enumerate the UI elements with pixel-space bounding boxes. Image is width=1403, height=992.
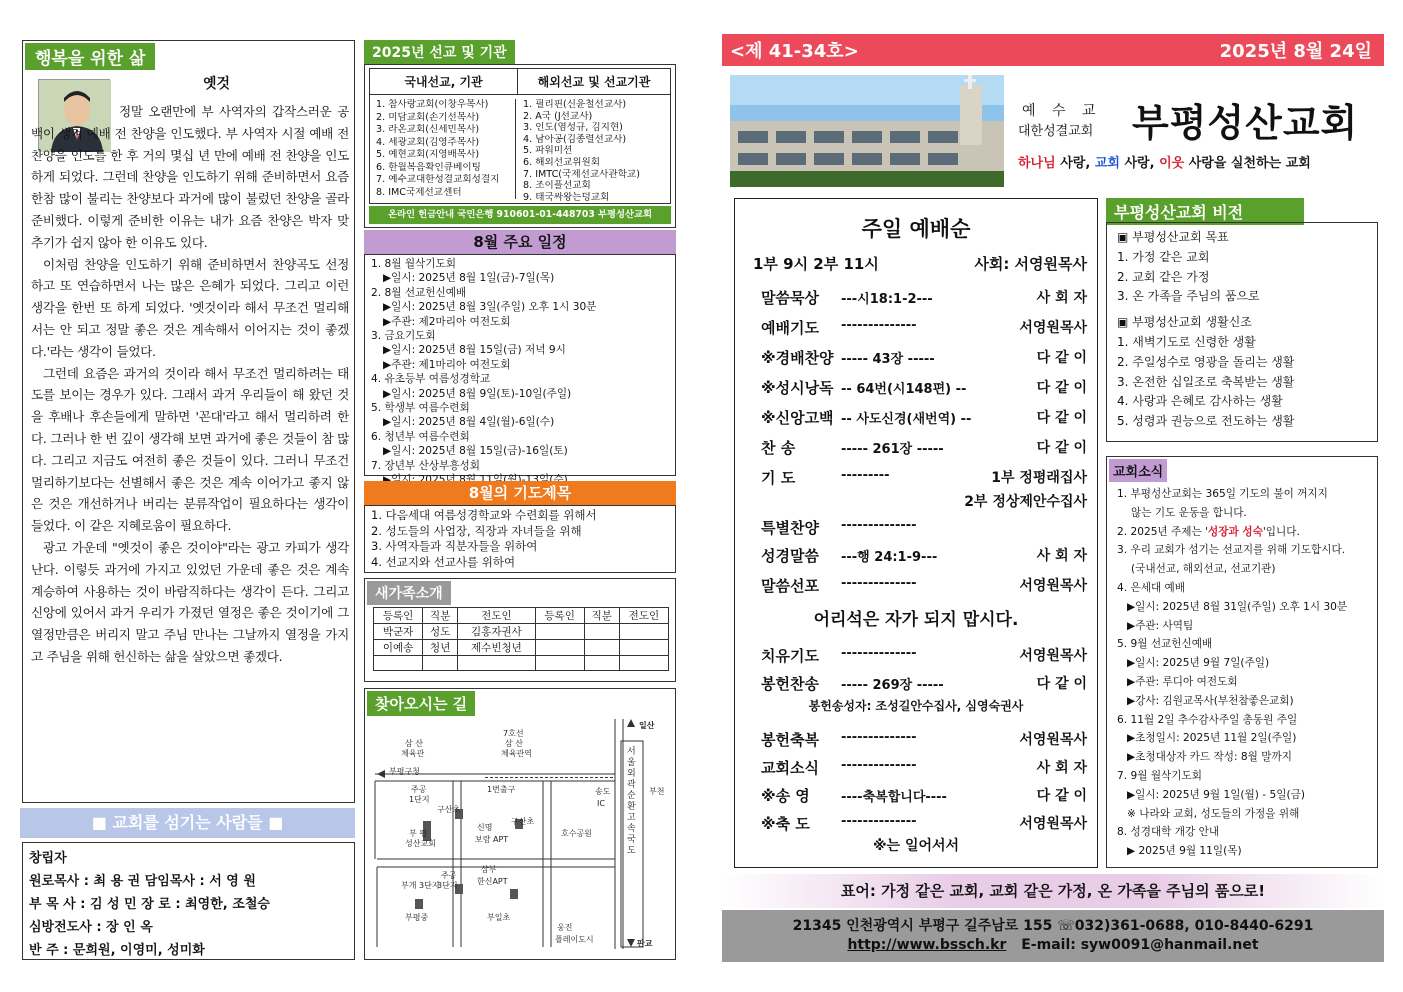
worship-item-name: ※축 도 <box>761 815 810 833</box>
news-line: 1. 부평성산교회는 365일 기도의 불이 꺼지지 <box>1117 488 1328 500</box>
worship-item-leader: 사 회 자 <box>1036 290 1087 306</box>
missions-inner <box>369 68 671 204</box>
domestic-item: 5. 예현교회(지영배목사) <box>376 149 480 160</box>
map-label: 웅진 <box>557 923 573 932</box>
map-label: 체육관 <box>401 749 425 758</box>
map-label: 성산교회 <box>405 839 436 848</box>
family-col: 등록인 <box>374 608 423 624</box>
worship-item-name: 치유기도 <box>761 647 819 665</box>
worship-times: 1부 9시 2부 11시 <box>753 255 879 273</box>
worship-item-detail: -------------- <box>841 646 917 661</box>
news-line: 6. 11월 2일 추수감사주일 총동원 주일 <box>1117 713 1298 726</box>
server-line: 심방전도사 : 장 인 옥 <box>29 920 153 935</box>
essay-paragraph: 정말 오랜만에 부 사역자의 갑작스러운 공백이 생겨 예배 전 찬양을 인도했다. 부 사역자 시절 예배 전 찬양을 인도를 한 후 거의 몇십 년 만에 예배 전 찬양을 인도하게 되었다. 그런데 찬양을 인도하기 위해 준비하면서 요즘 한참 많이 불리는 찬양보다 과거에 많이 불렀던 찬양을 골라 준비했다. 이렇게 준비한 이유는 내가 요즘 찬양은 박자 맞추기가 쉽지 않아 한 이유도 있다. <box>31 104 349 250</box>
family-cell: 성도 <box>423 624 458 640</box>
worship-item-leader: 다 같 이 <box>1036 350 1087 366</box>
worship-item-name: ※경배찬양 <box>761 349 834 367</box>
worship-item-leader: 1부 정평래집사 <box>991 470 1087 486</box>
worship-item-leader: 다 같 이 <box>1036 410 1087 426</box>
news-line: 않는 기도 운동을 합니다. <box>1131 506 1247 519</box>
family-col: 등록인 <box>535 608 584 624</box>
worship-box <box>734 198 1098 868</box>
map-labels <box>365 689 676 960</box>
domestic-item: 4. 세광교회(김영주목사) <box>376 136 480 148</box>
news-line: ▶강사: 김원교목사(부천참좋은교회) <box>1127 694 1294 707</box>
schedule-line: 3. 금요기도회 <box>371 330 436 343</box>
family-cell <box>535 624 584 640</box>
map-label: 구산초 <box>511 817 535 826</box>
overseas-item: 8. 조이플선교회 <box>523 180 591 192</box>
vision-line: ▣ 부평성산교회 목표 <box>1117 230 1229 244</box>
map-label: 부 평 <box>409 829 427 838</box>
vision-line: 3. 온 가족을 주님의 품으로 <box>1117 289 1260 304</box>
map-label: 3단지 <box>437 881 458 890</box>
family-cell: 김홍자권사 <box>458 624 535 640</box>
domestic-title: 국내선교, 기관 <box>370 69 518 95</box>
worship-item-leader: 서영원목사 <box>1019 320 1087 336</box>
family-cell <box>374 656 423 671</box>
offering-note: 봉헌송성자: 조성길안수집사, 심영숙권사 <box>808 699 1024 713</box>
news-line: 5. 9월 선교헌신예배 <box>1117 638 1213 651</box>
family-col: 전도인 <box>619 608 668 624</box>
schedule-line: ▶일시: 2025년 8월 15일(금) 저녁 9시 <box>383 344 566 357</box>
worship-row <box>735 407 1097 429</box>
vision-line: 3. 온전한 십일조로 축복받는 생활 <box>1117 374 1295 389</box>
table-row <box>374 640 669 656</box>
vision-line: 1. 가정 같은 교회 <box>1117 249 1210 264</box>
worship-item-detail: ----- 269장 ----- <box>841 678 944 693</box>
issue-date: 2025년 8월 24일 <box>1219 41 1372 62</box>
map-label: 구산초 <box>437 805 461 814</box>
map-label: 1번출구 <box>487 785 516 794</box>
worship-item-detail: -- 64번(시148편) -- <box>841 382 967 397</box>
map-label: 판교 <box>637 939 653 948</box>
overseas-list <box>523 99 669 203</box>
worship-item-detail: -------------- <box>841 318 917 333</box>
essay-paragraph: 이처럼 찬양을 인도하기 위해 준비하면서 찬양곡도 선정하고 또 연습하면서 나는 많은 은혜가 되었다. 그리고 이런 생각을 한번 또 하게 되었다. '옛것이라 해서 무조건 멀리해서는 안 되고 정말 좋은 것은 계속해서 이어지는 것이 좋겠다.'라는 생각이 들었다. <box>31 256 349 359</box>
worship-item-name: 성경말씀 <box>761 547 819 565</box>
map-label: 삼 산 <box>505 739 523 748</box>
domestic-item: 8. IMC국제선교센터 <box>376 186 462 198</box>
map-label: 부평중 <box>405 913 429 922</box>
servers-header: ■ 교회를 섬기는 사람들 ■ <box>20 808 355 838</box>
worship-item-leader: 다 같 이 <box>1036 676 1087 692</box>
slogan-word: 사랑을 실천하는 교회 <box>1188 156 1311 171</box>
worship-item-detail: -------------- <box>841 518 917 533</box>
church-building-icon <box>730 75 1004 187</box>
map-label: 1단지 <box>409 795 430 804</box>
worship-item-name: 특별찬양 <box>761 519 819 537</box>
worship-item-leader: 다 같 이 <box>1036 380 1087 396</box>
worship-row <box>735 785 1097 807</box>
vision-line: 1. 새벽기도로 신령한 생활 <box>1117 334 1256 349</box>
map-label: IC <box>597 799 605 808</box>
prayer-line: 4. 선교지와 선교사를 위하여 <box>371 554 516 569</box>
essay-paragraph: 광고 가운데 "옛것이 좋은 것이야"라는 광고 카피가 생각난다. 이렇듯 과거에 가지고 있었던 가운데 좋은 것은 계속 계승하여 사용하는 것이 바람직하다는 생각이 든다. 그리고 신앙에 있어서 과거 우리가 가졌던 열정은 좋은 것이기에 그 열정만큼은 버리지 말고 주님 만나는 그날까지 열정을 가지고 주님을 위해 헌신하는 삶을 살았으면 좋겠다. <box>31 539 349 664</box>
family-cell <box>584 656 619 671</box>
map-label: 부천 <box>649 787 665 796</box>
family-header: 새가족소개 <box>367 581 451 605</box>
news-line: 7. 9월 월삭기도회 <box>1117 769 1202 782</box>
map-label: 신명 <box>477 823 493 832</box>
worship-row <box>735 575 1097 597</box>
news-line: ▶초청일시: 2025년 11월 2일(주일) <box>1127 732 1297 745</box>
worship-row <box>735 545 1097 567</box>
worship-item-leader: 사 회 자 <box>1036 548 1087 564</box>
map-label: 부일초 <box>487 913 511 922</box>
overseas-item: 6. 해외선교위원회 <box>523 156 601 168</box>
news-line: ▶일시: 2025년 9월 7일(주일) <box>1127 657 1270 670</box>
worship-host: 사회: 서영원목사 <box>974 255 1087 273</box>
worship-item-name: ※신앙고백 <box>761 409 834 427</box>
server-line: 부 목 사 : 김 성 민 장 로 : 최영한, 조철승 <box>29 897 270 912</box>
news-line: ▶ 2025년 9월 11일(목) <box>1127 845 1242 858</box>
vision-header: 부평성산교회 비전 <box>1106 198 1304 225</box>
family-col: 직분 <box>584 608 619 624</box>
worship-item-detail: -------------- <box>841 758 917 773</box>
slogan-word: 이웃 <box>1159 156 1185 171</box>
missions-header: 2025년 선교 및 기관 <box>364 40 515 64</box>
family-box <box>364 578 676 682</box>
news-line: 3. 우리 교회가 섬기는 선교지를 위해 기도합시다. <box>1117 544 1346 557</box>
map-label: 체육관역 <box>501 749 532 758</box>
worship-item-detail: ---시18:1-2--- <box>841 292 933 307</box>
overseas-item: 3. 인도(염성규, 김지현) <box>523 122 623 134</box>
news-box <box>1106 456 1378 868</box>
map-label: 플레이도시 <box>555 935 594 944</box>
map-label: 주공 <box>441 871 457 880</box>
worship-row <box>735 729 1097 751</box>
worship-row <box>735 757 1097 779</box>
table-row <box>374 656 669 671</box>
worship-item-leader: 서영원목사 <box>1019 578 1087 594</box>
worship-item-detail: ---행 24:1-9--- <box>841 550 938 565</box>
worship-item-name: ※송 영 <box>761 787 810 805</box>
domestic-item: 3. 라온교회(신세민목사) <box>376 124 480 135</box>
footer-address: 21345 인천광역시 부평구 길주남로 155 ☏032)361-0688, 010-8440-6291 <box>792 918 1314 934</box>
footer-contact <box>722 937 1384 953</box>
map-label: 부개 3단지 <box>401 881 440 890</box>
worship-row <box>735 645 1097 667</box>
offering-account: 온라인 헌금안내 국민은행 910601-01-448703 부평성산교회 <box>369 206 671 224</box>
family-cell <box>619 624 668 640</box>
server-line: 반 주 : 문희원, 이영미, 성미화 <box>29 943 205 958</box>
overseas-item: 9. 태국싸왕는덩교회 <box>523 191 610 203</box>
news-line: ▶일시: 2025년 9월 1일(월) - 5일(금) <box>1127 788 1305 801</box>
overseas-item: 5. 파워미션 <box>523 145 573 157</box>
worship-item-name: 봉헌찬송 <box>761 675 819 693</box>
worship-item-leader: 2부 정상제안수집사 <box>964 494 1087 510</box>
domestic-item: 7. 예수교대한성결교회성결지 <box>376 174 500 185</box>
church-photo <box>730 75 1004 187</box>
family-cell <box>584 624 619 640</box>
schedule-line: ▶일시: 2025년 8월 9일(토)-10일(주일) <box>383 387 572 400</box>
map-label: 송도 <box>595 787 611 796</box>
prayer-header: 8월의 기도제목 <box>364 481 676 505</box>
family-cell <box>423 656 458 671</box>
worship-row <box>735 347 1097 369</box>
family-col: 직분 <box>423 608 458 624</box>
worship-item-leader: 다 같 이 <box>1036 440 1087 456</box>
slogan-word: 교회 <box>1094 156 1120 171</box>
domestic-item: 1. 참사랑교회(이창우목사) <box>376 99 489 110</box>
map-label: 한신APT <box>477 877 508 886</box>
schedule-line: ▶일시: 2025년 8월 1일(금)-7일(목) <box>383 272 555 285</box>
map-box <box>364 688 676 960</box>
map-label: 삼부 <box>481 865 497 874</box>
family-cell <box>619 656 668 671</box>
denomination-2: 대한성결교회 <box>1018 124 1094 139</box>
family-cell: 청년 <box>423 640 458 656</box>
worship-row <box>735 673 1097 695</box>
table-row <box>374 624 669 640</box>
overseas-item: 2. A국 (J선교사) <box>523 110 593 122</box>
worship-row <box>735 317 1097 339</box>
map-label: 호수공원 <box>561 829 592 838</box>
slogan <box>1018 152 1311 171</box>
worship-item-detail: ----축복합니다---- <box>841 790 947 805</box>
schedule-line: 2. 8월 선교헌신예배 <box>371 286 467 299</box>
news-line: ※ 나라와 교회, 성도들의 가정을 위해 <box>1127 807 1300 820</box>
map-header: 찾아오시는 길 <box>367 691 475 716</box>
schedule-line: ▶주관: 제1마리아 여전도회 <box>383 358 511 371</box>
domestic-item: 6. 한월복음확인큐베이팅 <box>376 161 481 173</box>
news-line: 2. 2025년 주제는 '성장과 성숙'입니다. <box>1117 525 1300 538</box>
worship-item-name: 말씀선포 <box>761 577 819 595</box>
prayer-line: 3. 사역자들과 직분자들을 위하여 <box>371 539 538 553</box>
worship-title: 주일 예배순 <box>861 217 971 241</box>
worship-item-name: 예배기도 <box>761 319 819 337</box>
vision-line: 4. 사랑과 은혜로 감사하는 생활 <box>1117 394 1283 409</box>
server-line: 원로목사 : 최 용 권 담임목사 : 서 영 원 <box>29 874 256 889</box>
map-label: 주공 <box>411 785 427 794</box>
worship-row <box>735 491 1097 513</box>
worship-item-detail: -------------- <box>841 576 917 591</box>
news-line: ▶주관: 루디아 여전도회 <box>1127 675 1238 688</box>
worship-row <box>735 377 1097 399</box>
schedule-header: 8월 주요 일정 <box>364 230 676 254</box>
worship-item-name: ※성시낭독 <box>761 379 834 397</box>
worship-item-name: 말씀묵상 <box>761 289 819 307</box>
prayer-line: 2. 성도들의 사업장, 직장과 자녀들을 위해 <box>371 523 582 538</box>
server-line: 창립자 <box>29 851 67 866</box>
family-cell <box>458 656 535 671</box>
domestic-item: 2. 미담교회(손기선목사) <box>376 111 480 123</box>
worship-row <box>735 467 1097 489</box>
news-line: 8. 성경대학 개강 안내 <box>1117 826 1220 839</box>
worship-item-name: 기 도 <box>761 469 796 487</box>
servers-list <box>22 842 355 960</box>
map-label: 부평구청 <box>389 767 420 776</box>
worship-item-detail: -------------- <box>841 730 917 745</box>
footer-url[interactable]: http://www.bssch.kr <box>847 937 1007 953</box>
overseas-title: 해외선교 및 선교기관 <box>518 69 670 95</box>
issue-number: <제 41-34호> <box>730 41 859 62</box>
essay-title: 옛것 <box>203 76 231 92</box>
overseas-item: 1. 필리핀(신윤철선교사) <box>523 99 627 110</box>
schedule-line: 1. 8월 월삭기도회 <box>371 258 456 270</box>
slogan-word: 사랑, <box>1060 156 1091 171</box>
worship-row <box>735 437 1097 459</box>
family-header-row <box>374 608 669 624</box>
family-cell <box>535 656 584 671</box>
vision-line: 5. 성령과 권능으로 전도하는 생활 <box>1117 414 1295 429</box>
worship-item-leader: 다 같 이 <box>1036 788 1087 804</box>
news-line: ▶초청대상자 카드 작성: 8월 말까지 <box>1127 751 1292 764</box>
family-cell <box>535 640 584 656</box>
worship-row <box>735 287 1097 309</box>
map-label: 7호선 <box>503 729 524 738</box>
map-label: 일산 <box>639 721 655 730</box>
worship-item-leader: 서영원목사 <box>1019 648 1087 664</box>
worship-item-detail: -- 사도신경(새번역) -- <box>841 412 972 427</box>
worship-item-detail: ----- 261장 ----- <box>841 442 944 457</box>
overseas-item: 4. 남아공(김종렬선교사) <box>523 133 627 145</box>
family-cell: 박군자 <box>374 624 423 640</box>
schedule-line: ▶일시: 2025년 8월 4일(월)-6일(수) <box>383 416 555 429</box>
worship-item-leader: 사 회 자 <box>1036 760 1087 776</box>
essay-body <box>31 101 349 668</box>
issue-bar <box>722 34 1384 66</box>
domestic-list <box>376 99 516 199</box>
footer-bar <box>722 910 1384 962</box>
motto-bar: 표어: 가정 같은 교회, 교회 같은 가정, 온 가족을 주님의 품으로! <box>722 874 1384 908</box>
map-label: 삼 산 <box>405 739 423 748</box>
vision-line: 2. 교회 같은 가정 <box>1117 269 1210 284</box>
worship-item-detail: ----- 43장 ----- <box>841 352 935 367</box>
news-header: 교회소식 <box>1109 459 1167 482</box>
prayer-box <box>364 505 676 573</box>
family-col: 전도인 <box>458 608 535 624</box>
vision-box <box>1106 222 1378 442</box>
map-label: 보람 APT <box>475 835 509 844</box>
schedule-line: ▶일시: 2025년 8월 3일(주일) 오후 1시 30분 <box>383 301 597 314</box>
news-line: ▶주관: 사역팀 <box>1127 619 1194 632</box>
schedule-line: ▶주관: 제2마리아 여전도회 <box>383 315 511 328</box>
missions-box <box>364 64 676 228</box>
stand-note: ※는 일어서서 <box>872 838 960 854</box>
family-cell <box>619 640 668 656</box>
vision-line: 2. 주일성수로 영광을 돌리는 생활 <box>1117 354 1295 369</box>
worship-item-leader: 서영원목사 <box>1019 732 1087 748</box>
worship-row <box>735 813 1097 835</box>
essay-paragraph: 그런데 요즘은 과거의 것이라 해서 무조건 멀리하려는 태도를 보이는 경우가 있다. 그래서 과거 우리들이 해 왔던 것을 후배나 후손들에게 말하면 '꼰대'라고 해서 멀리하려 한다. 그러나 한 번 깊이 생각해 보면 과거에 좋은 것들이 참 많다. 그리고 지금도 여전히 좋은 것들이 있다. 그러니 무조건 멀리하기보다는 선별해서 좋은 것은 계속 이어가고 좋지 않은 것은 개선하거나 버리는 분류작업이 필요하다는 생각이 들었다. 이 같은 지혜로움이 필요하다. <box>31 365 349 534</box>
schedule-box <box>364 254 676 476</box>
overseas-item: 7. IMTC(국제선교사관학교) <box>523 168 640 180</box>
worship-item-name: 봉헌축복 <box>761 731 819 749</box>
worship-item-detail: --------- <box>841 468 890 483</box>
worship-row <box>735 517 1097 539</box>
news-line: 4. 은세대 예배 <box>1117 581 1186 594</box>
column-essay <box>22 40 355 803</box>
essay-header: 행복을 위한 삶 <box>25 43 155 70</box>
sermon-title: 어리석은 자가 되지 맙시다. <box>813 610 1019 630</box>
schedule-line: 5. 학생부 여름수련회 <box>371 402 470 415</box>
church-name: 부평성산교회 <box>1132 101 1359 145</box>
worship-item-detail: -------------- <box>841 814 917 829</box>
map-label: 서울외곽순환고속국도 <box>627 747 636 856</box>
slogan-word: 사랑, <box>1124 156 1155 171</box>
schedule-line: 6. 청년부 여름수련회 <box>371 430 470 443</box>
family-cell <box>584 640 619 656</box>
family-cell: 제수빈청년 <box>458 640 535 656</box>
family-cell: 이예송 <box>374 640 423 656</box>
worship-item-leader: 서영원목사 <box>1019 816 1087 832</box>
worship-item-name: 교회소식 <box>761 759 819 777</box>
news-line: ▶일시: 2025년 8월 31일(주일) 오후 1시 30분 <box>1127 600 1348 613</box>
vision-line: ▣ 부평성산교회 생활신조 <box>1117 315 1252 330</box>
footer-email[interactable]: E-mail: syw0091@hanmail.net <box>1021 937 1259 953</box>
family-table <box>373 607 669 671</box>
prayer-line: 1. 다음세대 여름성경학교와 수련회를 위해서 <box>371 508 597 522</box>
schedule-line: ▶일시: 2025년 8월 15일(금)-16일(토) <box>383 445 568 458</box>
news-line: (국내선교, 해외선교, 선교기관) <box>1131 563 1276 576</box>
slogan-word: 하나님 <box>1018 156 1056 171</box>
schedule-line: 4. 유초등부 여름성경학교 <box>371 373 491 386</box>
schedule-line: 7. 장년부 산상부흥성회 <box>371 459 480 472</box>
denomination-1: 예 수 교 <box>1022 103 1102 119</box>
worship-item-name: 찬 송 <box>761 439 796 457</box>
